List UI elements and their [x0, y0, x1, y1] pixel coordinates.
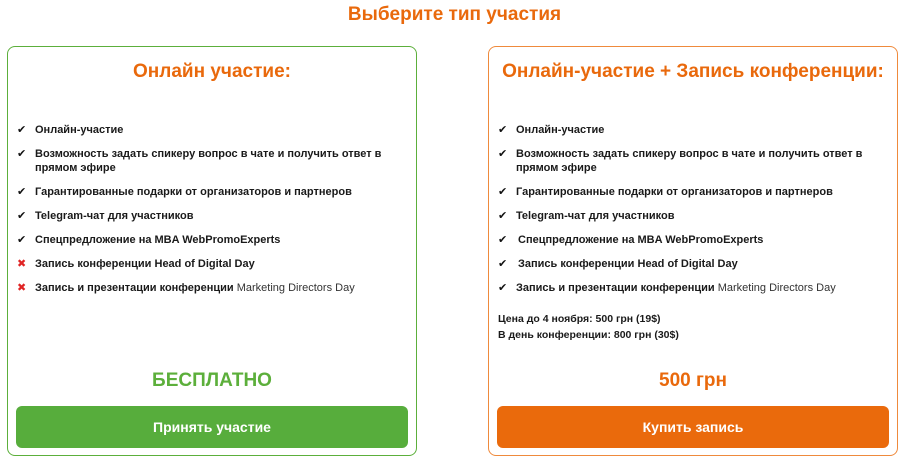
- price-notes: [498, 311, 679, 343]
- cross-icon: ✖: [17, 258, 27, 270]
- cross-icon: ✖: [17, 282, 27, 294]
- free-plan-card: [7, 46, 417, 456]
- feature-item: [498, 185, 877, 199]
- feature-text-main: Запись и презентации конференции: [35, 282, 234, 294]
- check-icon: ✔: [498, 148, 508, 160]
- check-icon: ✔: [17, 124, 27, 136]
- feature-text: [31, 281, 355, 295]
- check-icon: ✔: [498, 124, 508, 136]
- feature-item: [498, 257, 877, 271]
- early-price-note: Цена до 4 ноября: 500 грн (19$): [498, 313, 661, 325]
- check-icon: ✔: [498, 282, 508, 294]
- check-icon: ✔: [498, 210, 508, 222]
- check-icon: ✔: [498, 186, 508, 198]
- feature-text: [512, 281, 836, 295]
- check-icon: ✔: [17, 210, 27, 222]
- check-icon: ✔: [498, 234, 508, 246]
- feature-item: [498, 233, 877, 247]
- feature-item: [17, 147, 396, 175]
- check-icon: ✔: [17, 234, 27, 246]
- free-plan-title: Онлайн участие:: [133, 61, 291, 82]
- feature-text-main: Запись и презентации конференции: [516, 282, 715, 294]
- feature-text: Гарантированные подарки от организаторов и партнеров: [516, 186, 833, 198]
- feature-text: Запись конференции Head of Digital Day: [518, 258, 738, 270]
- feature-text-extra: Marketing Directors Day: [717, 282, 836, 294]
- feature-item: [17, 233, 396, 247]
- feature-text: Гарантированные подарки от организаторов и партнеров: [35, 186, 352, 198]
- day-price-note: В день конференции: 800 грн (30$): [498, 329, 679, 341]
- paid-feature-list: [498, 123, 877, 305]
- feature-text: Онлайн-участие: [35, 124, 124, 136]
- feature-text: Запись конференции Head of Digital Day: [35, 258, 255, 270]
- paid-plan-card: [488, 46, 898, 456]
- join-button[interactable]: Принять участие: [16, 406, 408, 448]
- feature-item: [17, 257, 396, 271]
- feature-text: Онлайн-участие: [516, 124, 605, 136]
- page-title: Выберите тип участия: [347, 4, 562, 25]
- feature-item: [17, 185, 396, 199]
- feature-item: [17, 281, 396, 295]
- check-icon: ✔: [17, 148, 27, 160]
- feature-text: Спецпредложение на MBA WebPromoExperts: [35, 234, 281, 246]
- paid-plan-title: Онлайн-участие + Запись конференции:: [502, 61, 884, 82]
- free-price: БЕСПЛАТНО: [152, 370, 272, 391]
- feature-text: Telegram-чат для участников: [516, 210, 675, 222]
- feature-text: Возможность задать спикеру вопрос в чате и получить ответ в прямом эфире: [516, 148, 863, 174]
- feature-item: [498, 123, 877, 137]
- feature-item: [17, 209, 396, 223]
- check-icon: ✔: [17, 186, 27, 198]
- feature-item: [498, 209, 877, 223]
- feature-item: [17, 123, 396, 137]
- buy-recording-button[interactable]: Купить запись: [497, 406, 889, 448]
- feature-text: Спецпредложение на MBA WebPromoExperts: [518, 234, 764, 246]
- feature-text-extra: Marketing Directors Day: [236, 282, 355, 294]
- free-feature-list: [17, 123, 396, 305]
- feature-text: Telegram-чат для участников: [35, 210, 194, 222]
- feature-text: Возможность задать спикеру вопрос в чате и получить ответ в прямом эфире: [35, 148, 382, 174]
- feature-item: [498, 281, 877, 295]
- feature-item: [498, 147, 877, 175]
- paid-price: 500 грн: [659, 370, 727, 391]
- check-icon: ✔: [498, 258, 508, 270]
